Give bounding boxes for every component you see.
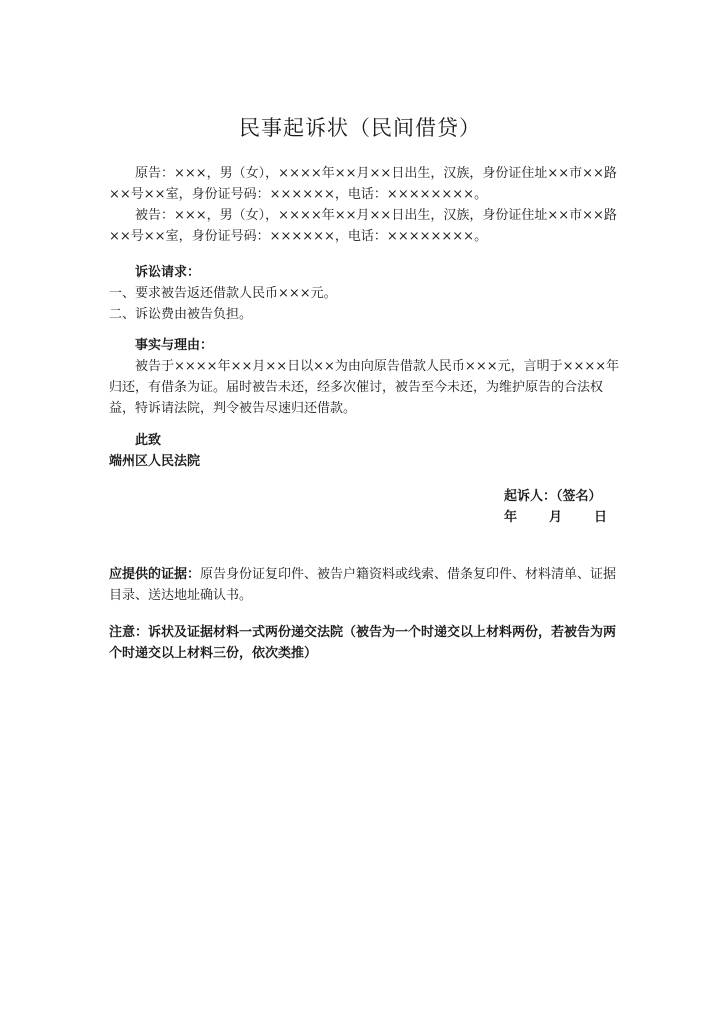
evidence-label: 应提供的证据： [109,567,201,582]
claim-item-2: 二、诉讼费由被告负担。 [109,307,253,322]
plaintiff-info: 原告：×××，男（女），××××年××月××日出生，汉族，身份证住址××市××路××号××室，身份证号码：××××××，电话：××××××××。 [109,166,617,202]
signature-date [504,507,607,528]
note-section [109,622,621,664]
submission-note: 注意：诉状及证据材料一式两份递交法院（被告为一个时递交以上材料两份，若被告为两个时递交以上材料三份，依次类推） [109,625,617,661]
facts-heading: 事实与理由： [135,338,214,353]
facts-text: 被告于××××年××月××日以××为由向原告借款人民币×××元，言明于××××年归还，有借条为证。届时被告未还，经多次催讨，被告至今未还，为维护原告的合法权益，特诉请法院，判令被告尽速归还借款。 [109,359,620,416]
claim-item-1: 一、要求被告返还借款人民币×××元。 [109,286,337,301]
signature-section [504,486,607,528]
evidence-paragraph [109,564,621,606]
claims-heading: 诉讼请求： [135,265,201,280]
closing-section [109,430,621,472]
parties-section [109,163,621,247]
claims-section [109,262,621,325]
facts-section [109,335,621,419]
evidence-section [109,564,621,606]
document-title: 民事起诉状（民间借贷） [239,116,481,140]
defendant-info: 被告：×××，男（女），××××年××月××日出生，汉族，身份证住址××市××路××号××室，身份证号码：××××××，电话：××××××××。 [109,208,617,244]
signature-label: 起诉人：（签名） [504,489,602,504]
date-day: 日 [594,510,608,525]
date-month: 月 [549,510,563,525]
date-year: 年 [504,510,518,525]
salutation: 此致 [135,433,162,448]
court-name: 端州区人民法院 [109,454,201,469]
evidence-text: 原告身份证复印件、被告户籍资料或线索、借条复印件、材料清单、证据目录、送达地址确认书。 [109,567,617,603]
